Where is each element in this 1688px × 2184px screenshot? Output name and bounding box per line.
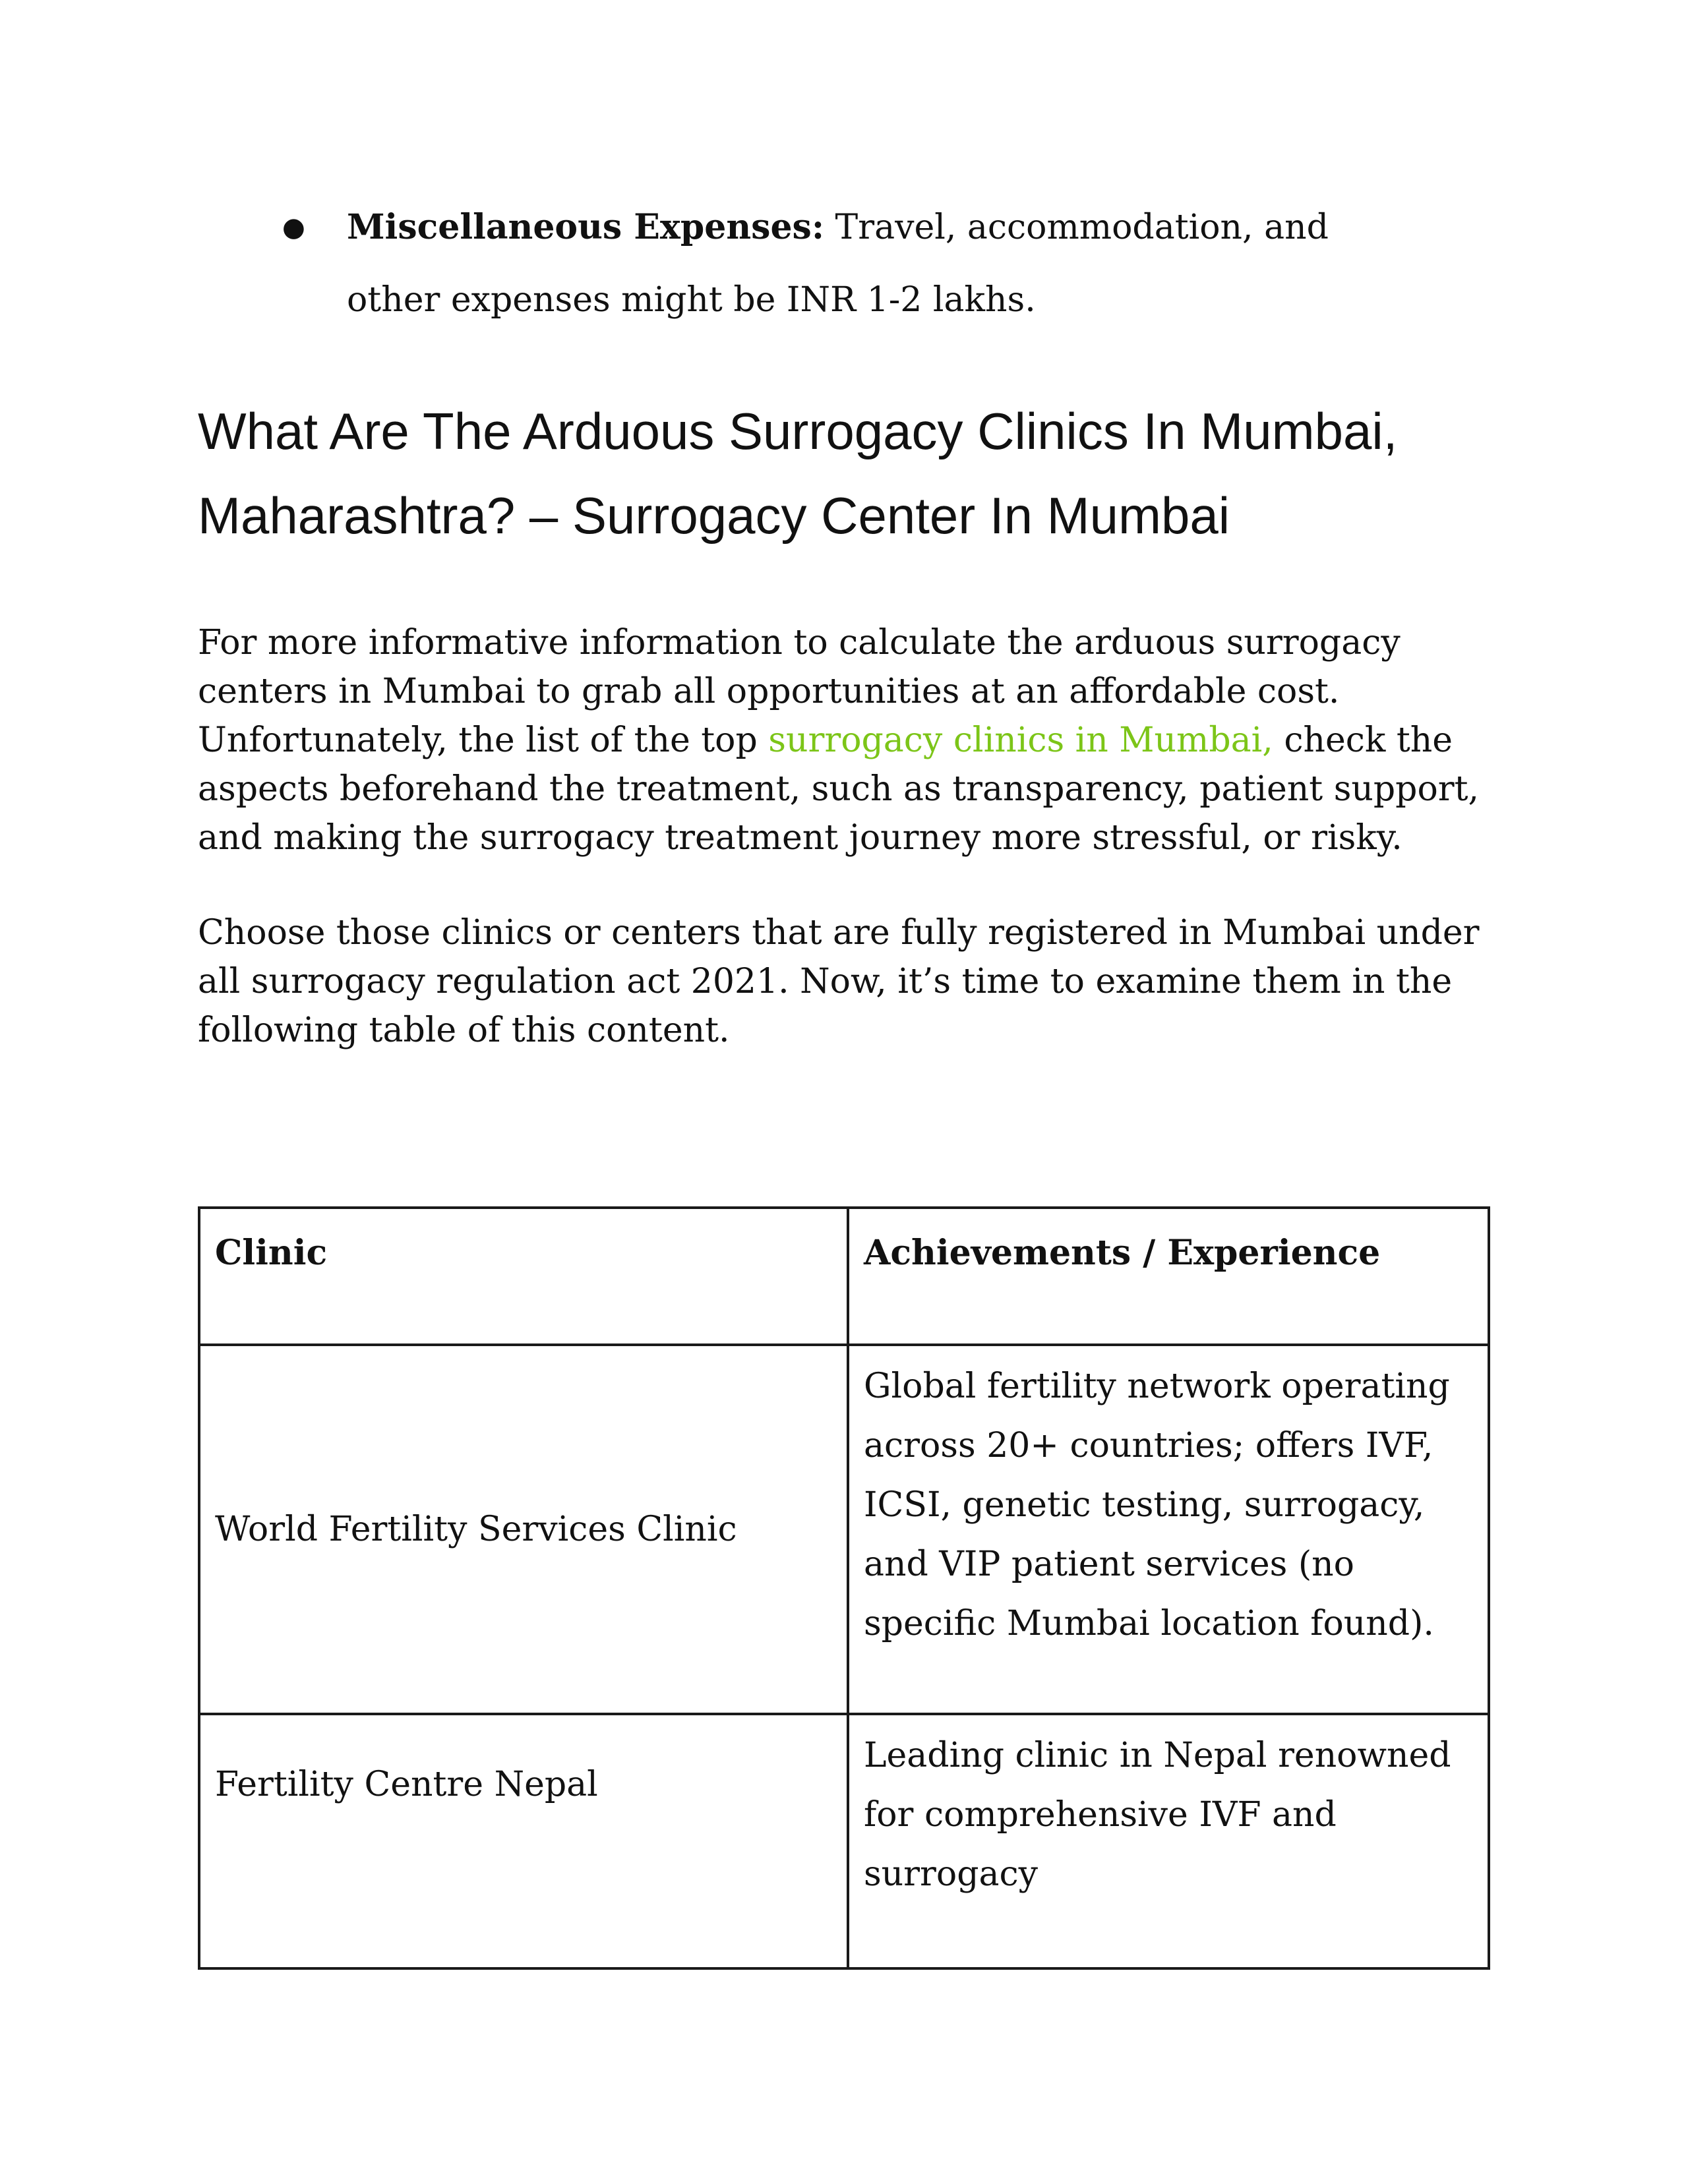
bullet-dot-icon: ● — [282, 212, 305, 243]
table-row — [199, 1714, 1489, 1968]
clinic-details-cell: Global fertility network operating across 20+ countries; offers IVF, ICSI, genetic testing, surrogacy, and VIP patient services (no specific Mumbai location found). — [848, 1345, 1489, 1714]
clinics-table — [198, 1206, 1490, 1970]
bullet-label: Miscellaneous Expenses: — [347, 207, 825, 247]
header-achievements: Achievements / Experience — [848, 1208, 1489, 1345]
clinic-name-cell: Fertility Centre Nepal — [199, 1714, 848, 1968]
paragraph-intro-before: For more informative information to calculate the arduous surrogacy centers in Mumbai to grab all opportunities at an affordable cost. Unfortunately, the list of the top — [198, 623, 1401, 760]
paragraph-registration: Choose those clinics or centers that are fully registered in Mumbai under all surrogacy regulation act 2021. Now, it’s time to examine them in the following table of this content. — [198, 913, 1480, 1050]
surrogacy-clinics-link[interactable]: surrogacy clinics in Mumbai, — [768, 721, 1273, 760]
table-header-row — [199, 1208, 1489, 1345]
bullet-item-misc-expenses — [282, 191, 1418, 336]
paragraph-intro — [198, 618, 1490, 862]
bullet-text — [297, 191, 1418, 336]
clinic-details-cell: Leading clinic in Nepal renowned for comprehensive IVF and surrogacy — [848, 1714, 1489, 1968]
section-heading: What Are The Arduous Surrogacy Clinics In Mumbai, Maharashtra? – Surrogacy Center In Mumbai — [198, 402, 1398, 545]
bullet-body: Travel, accommodation, and other expenses might be INR 1-2 lakhs. — [347, 208, 1329, 320]
paragraph-intro-after: check the aspects beforehand the treatment, such as transparency, patient support, and making the surrogacy treatment journey more stressful, or risky. — [198, 721, 1480, 858]
table-row — [199, 1345, 1489, 1714]
header-clinic: Clinic — [199, 1208, 848, 1345]
clinic-name-cell: World Fertility Services Clinic — [199, 1345, 848, 1714]
